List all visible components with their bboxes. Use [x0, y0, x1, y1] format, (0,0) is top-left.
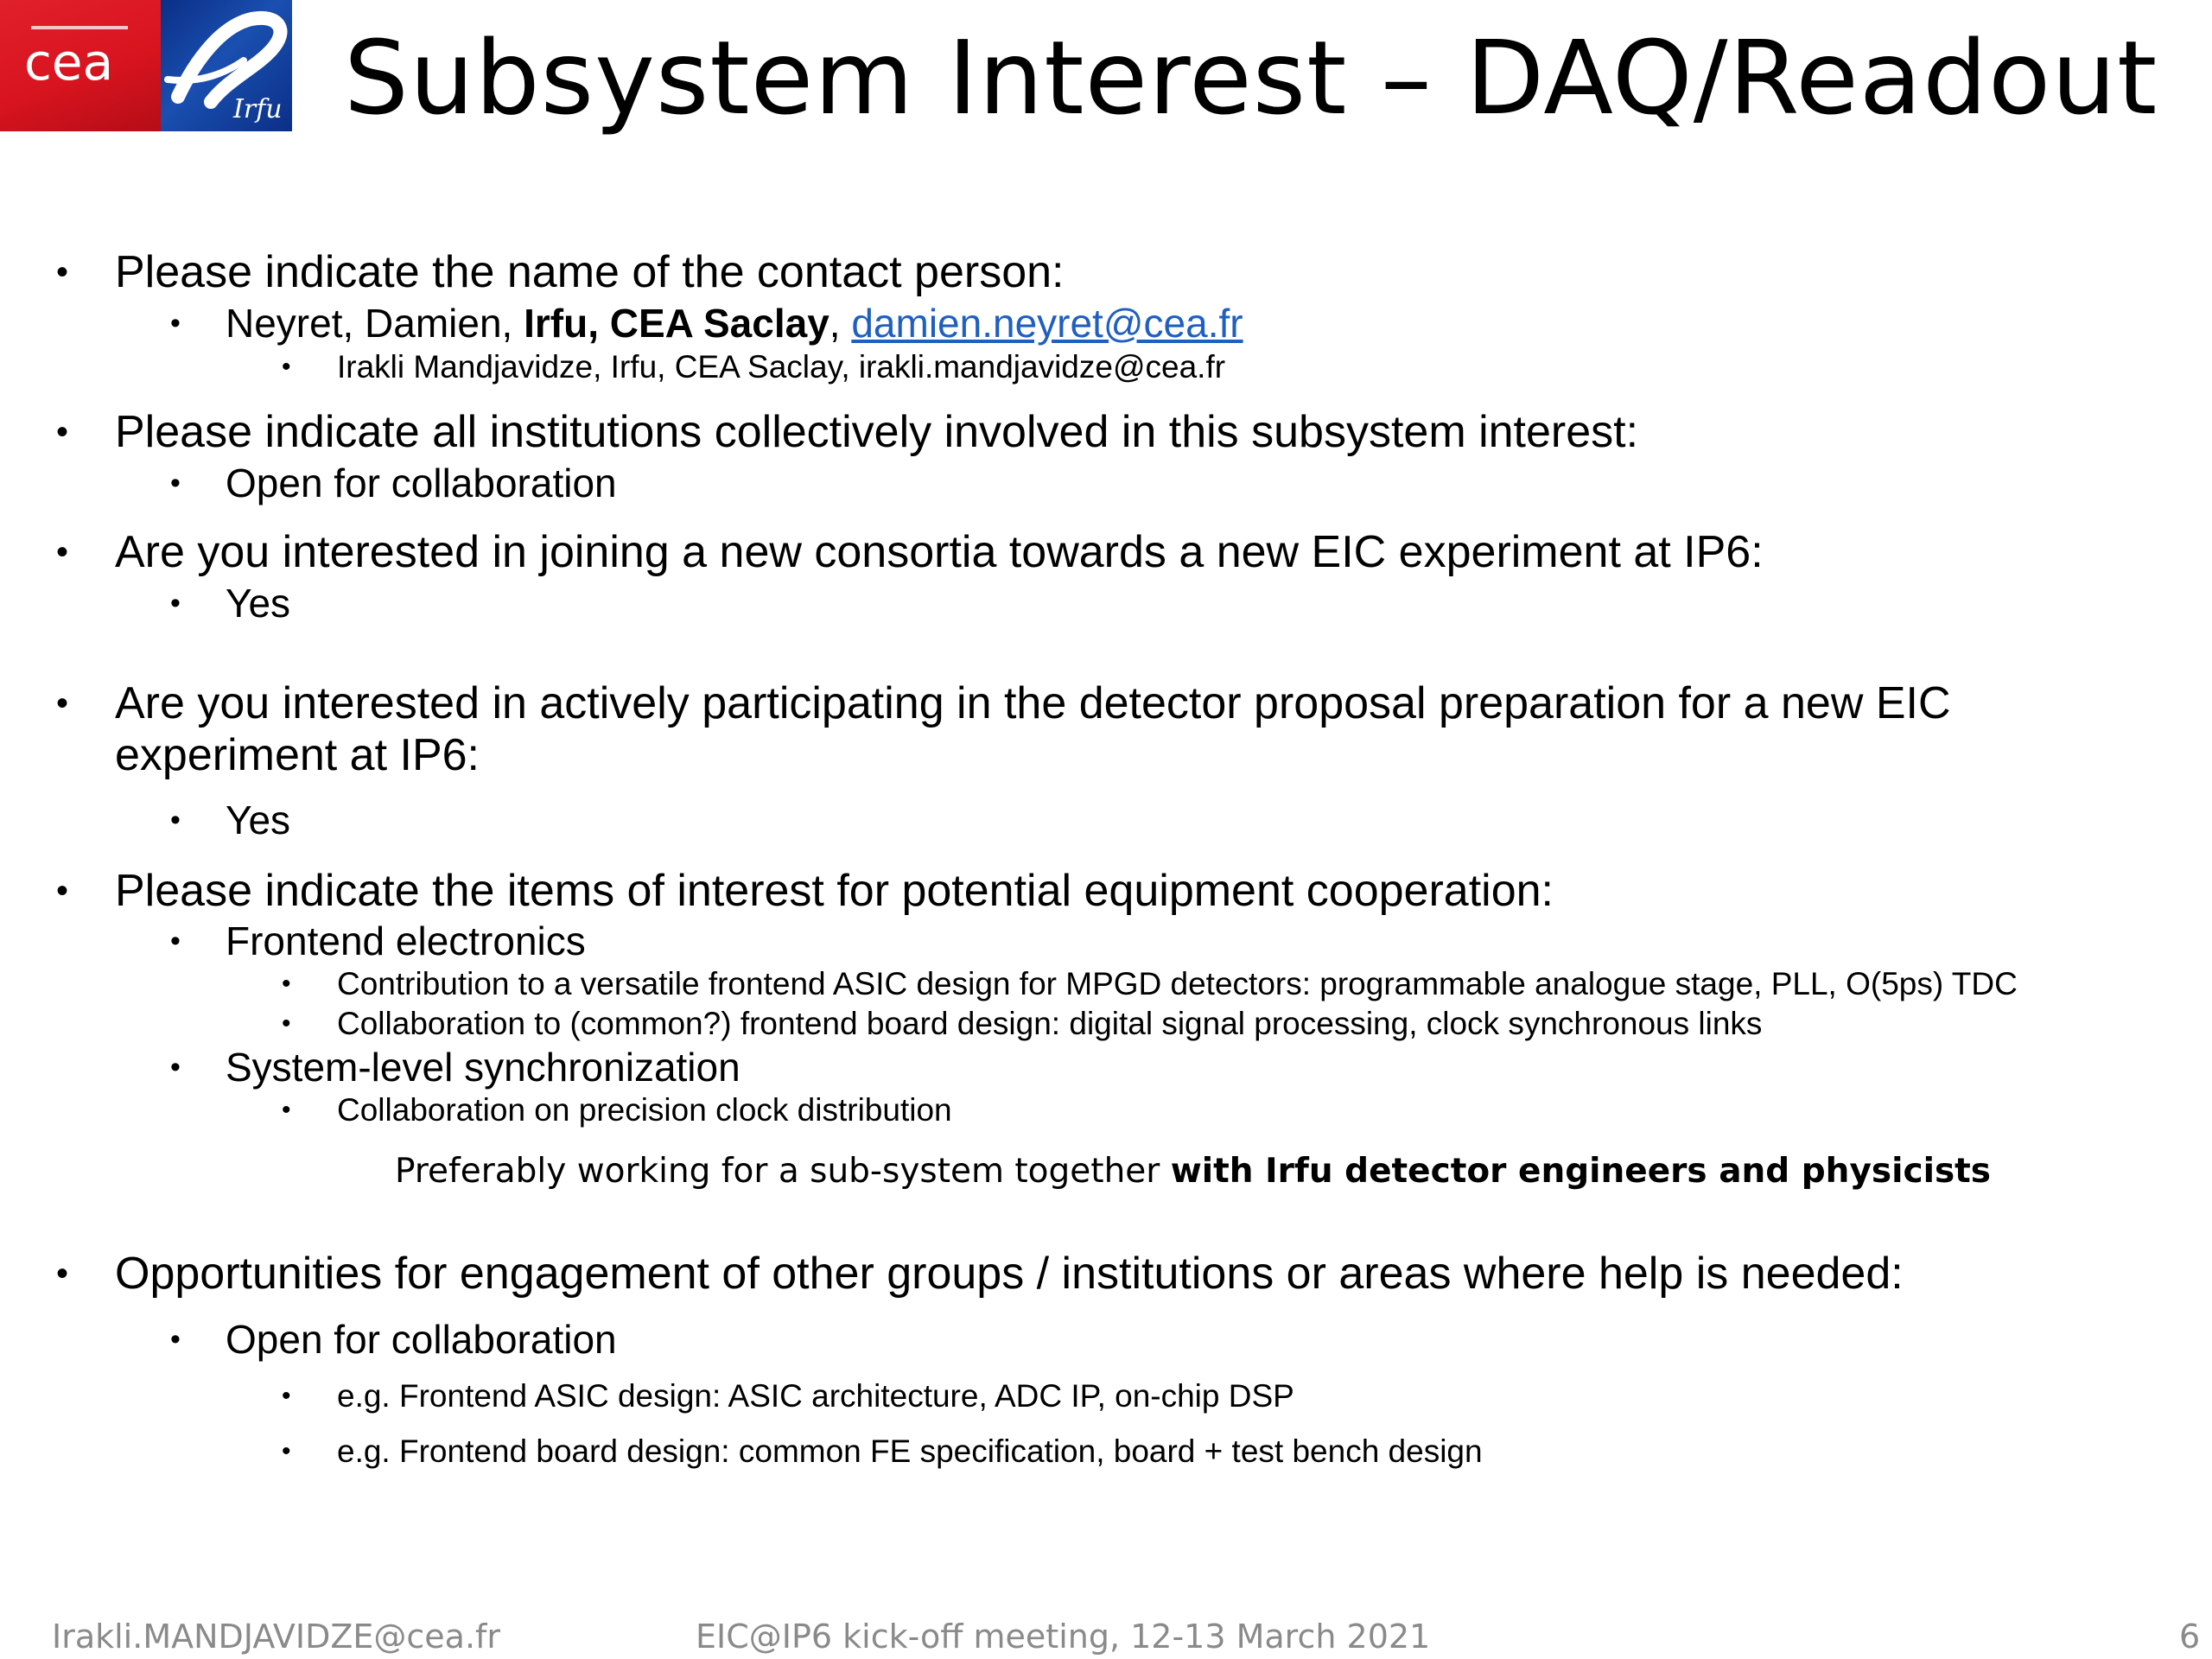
subitem-clock-distribution [282, 1090, 952, 1130]
footer-event: EIC@IP6 kick-off meeting, 12-13 March 2021 [696, 1618, 1431, 1656]
item-system-sync [170, 1043, 741, 1091]
subitem-board-design [282, 1432, 1483, 1471]
bullet: • [170, 587, 181, 620]
subitem-text: e.g. Frontend ASIC design: ASIC architecture, ADC IP, on-chip DSP [337, 1378, 1294, 1414]
bullet: • [170, 925, 181, 957]
bullet: • [170, 467, 181, 499]
subitem-asic-design [282, 1376, 1294, 1416]
question-text: Please indicate all institutions collectively involved in this subsystem interest: [115, 407, 1639, 457]
cea-wordmark [22, 40, 143, 92]
question-equipment [56, 864, 1554, 918]
subitem-text: Contribution to a versatile frontend ASIC design for MPGD detectors: programmable analogue stage, PLL, O(5ps) TDC [337, 966, 2018, 1001]
answer-text: Yes [226, 581, 291, 626]
second-contact-text: Irakli Mandjavidze, Irfu, CEA Saclay, irakli.mandjavidze@cea.fr [337, 349, 1226, 385]
bullet: • [282, 1009, 291, 1038]
question-institutions [56, 405, 1639, 459]
bullet: • [282, 1437, 291, 1465]
irfu-emblem [161, 0, 292, 131]
answer-contact-secondary [282, 347, 1226, 387]
bullet: • [170, 1323, 181, 1356]
answer-text: Open for collaboration [226, 461, 617, 505]
item-text: System-level synchronization [226, 1045, 741, 1090]
footer-page-number: 6 [2179, 1618, 2201, 1656]
preference-note [395, 1147, 1991, 1196]
subitem-text: e.g. Frontend board design: common FE specification, board + test bench design [337, 1433, 1483, 1469]
question-text-line2: experiment at IP6: [115, 730, 480, 780]
question-contact-person [56, 245, 1065, 299]
cea-logo [0, 0, 161, 131]
question-proposal [56, 677, 1951, 730]
subitem-asic-contribution [282, 964, 2018, 1004]
page-title: Subsystem Interest – DAQ/Readout [344, 18, 2158, 137]
irfu-logo [161, 0, 292, 131]
bullet: • [170, 804, 181, 836]
bullet: • [56, 413, 69, 451]
note-plain: Preferably working for a sub-system together [395, 1152, 1171, 1191]
bullet: • [170, 307, 181, 340]
contact-name: Neyret, Damien, [226, 301, 524, 346]
cea-tagline-strip [31, 26, 128, 29]
question-text: Please indicate the name of the contact person: [115, 247, 1065, 297]
subitem-board-collaboration [282, 1004, 1763, 1044]
contact-affiliation: Irfu, CEA Saclay [524, 301, 830, 346]
question-text: Please indicate the items of interest for potential equipment cooperation: [115, 866, 1554, 916]
bullet: • [282, 353, 291, 381]
bullet: • [170, 1051, 181, 1084]
bullet: • [56, 684, 69, 722]
svg-text:Irfu: Irfu [233, 94, 283, 124]
item-frontend-electronics [170, 917, 586, 965]
question-text-line1: Are you interested in actively participating in the detector proposal preparation for a new EIC [115, 678, 1951, 728]
question-proposal-continued [115, 728, 480, 782]
bullet: • [282, 969, 291, 998]
answer-institutions [170, 459, 617, 507]
question-text: Opportunities for engagement of other groups / institutions or areas where help is needed: [115, 1249, 1904, 1299]
answer-proposal [170, 796, 291, 844]
subitem-text: Collaboration on precision clock distribution [337, 1092, 952, 1128]
answer-text: Open for collaboration [226, 1317, 617, 1362]
contact-email-link[interactable]: damien.neyret@cea.fr [851, 301, 1243, 346]
answer-opportunities [170, 1315, 617, 1363]
question-consortia [56, 525, 1764, 579]
question-text: Are you interested in joining a new consortia towards a new EIC experiment at IP6: [115, 527, 1764, 577]
question-opportunities [56, 1247, 1904, 1300]
bullet: • [282, 1096, 291, 1124]
note-bold: with Irfu detector engineers and physicists [1170, 1152, 1992, 1191]
bullet: • [56, 872, 69, 910]
bullet: • [56, 1255, 69, 1293]
bullet: • [282, 1382, 291, 1410]
answer-contact-primary [170, 299, 1243, 347]
answer-text: Yes [226, 798, 291, 842]
svg-text:cea: cea [24, 40, 114, 92]
bullet: • [56, 533, 69, 571]
subitem-text: Collaboration to (common?) frontend board design: digital signal processing, clock synchronous links [337, 1006, 1763, 1041]
answer-consortia [170, 579, 291, 627]
item-text: Frontend electronics [226, 918, 586, 963]
bullet: • [56, 253, 69, 291]
contact-separator: , [829, 301, 852, 346]
footer-email: Irakli.MANDJAVIDZE@cea.fr [52, 1618, 501, 1656]
